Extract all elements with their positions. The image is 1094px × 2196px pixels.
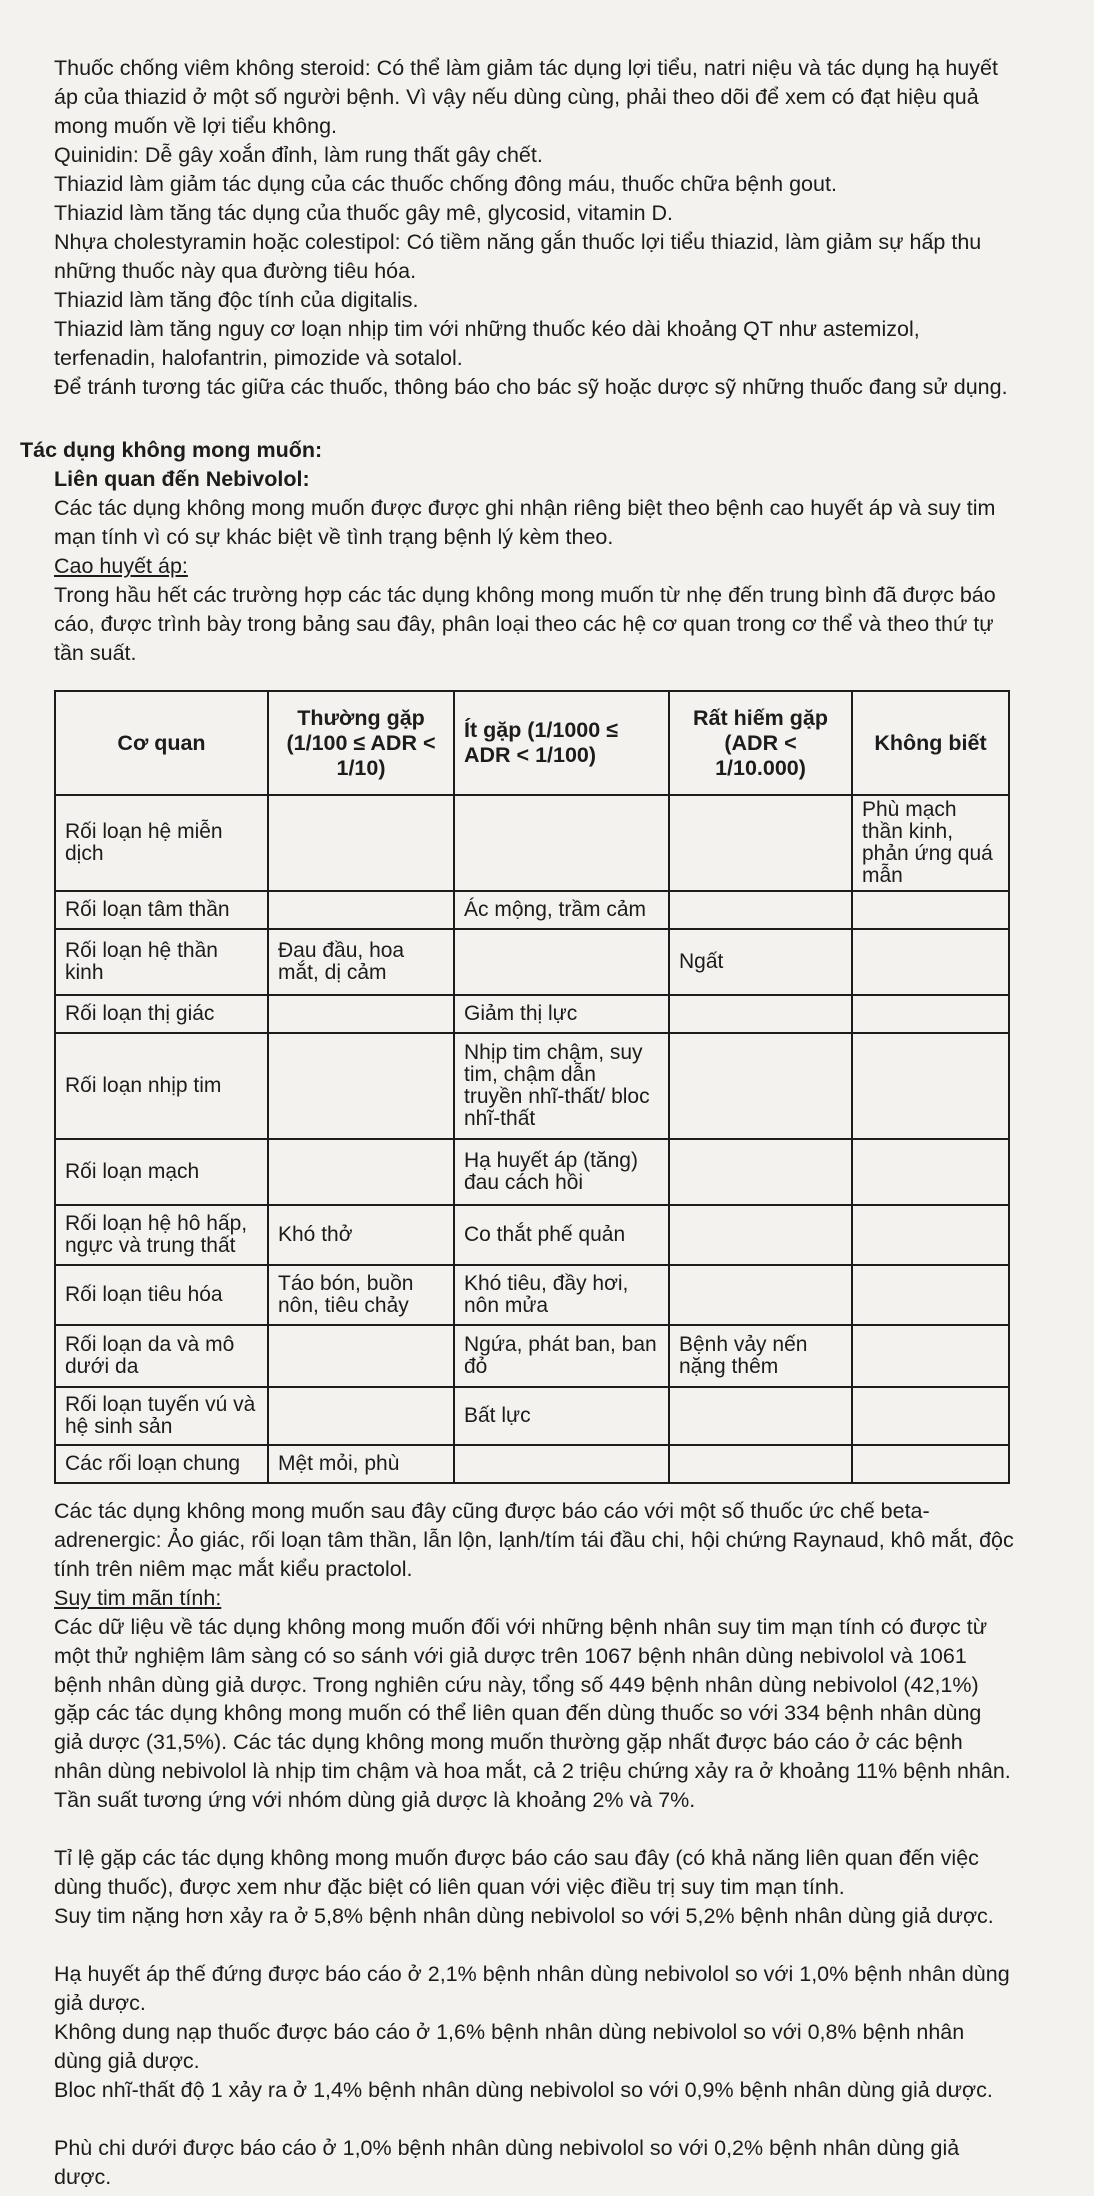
lower-limb-edema: Phù chi dưới được báo cáo ở 1,0% bệnh nhân dùng nebivolol so với 0,2% bệnh nhân dùng giả dược. xyxy=(54,2136,960,2189)
interaction-nsaid: Thuốc chống viêm không steroid: Có thể làm giảm tác dụng lợi tiểu, natri niệu và tác dụng hạ huyết áp của thiazid ở một số người bệnh. Vì vậy nếu dùng cùng, phải theo dõi để xem có đạt hiệu quả mong muốn về lợi tiểu không. xyxy=(54,56,998,138)
cell-uncommon xyxy=(454,1445,669,1483)
heart-failure-relevant: Tỉ lệ gặp các tác dụng không mong muốn được báo cáo sau đây (có khả năng liên quan đến việc dùng thuốc), được xem như đặc biệt có liên quan với việc điều trị suy tim mạn tính. xyxy=(54,1846,979,1899)
heart-failure-trial: Các dữ liệu về tác dụng không mong muốn đối với những bệnh nhân suy tim mạn tính có được từ một thử nghiệm lâm sàng có so sánh với giả dược trên 1067 bệnh nhân dùng nebivolol và 1061 bệnh nhân dùng giả dược. Trong nghiên cứu này, tổng số 449 bệnh nhân dùng nebivolol (42,1%) gặp các tác dụng không mong muốn có thể liên quan đến dùng thuốc so với 334 bệnh nhân dùng giả dược (31,5%). Các tác dụng không mong muốn thường gặp nhất được báo cáo ở các bệnh nhân dùng nebivolol là nhịp tim chậm và hoa mắt, cả 2 triệu chứng xảy ra ở khoảng 11% bệnh nhân. Tần suất tương ứng với nhóm dùng giả dược là khoảng 2% và 7%. xyxy=(54,1615,1011,1812)
cell-common xyxy=(268,795,454,891)
heart-failure-worsening: Suy tim nặng hơn xảy ra ở 5,8% bệnh nhân dùng nebivolol so với 5,2% bệnh nhân dùng giả dược. xyxy=(54,1904,994,1928)
interaction-quinidine: Quinidin: Dễ gây xoắn đỉnh, làm rung thất gây chết. xyxy=(54,143,543,167)
cell-uncommon: Hạ huyết áp (tăng) đau cách hồi xyxy=(454,1139,669,1205)
table-row xyxy=(55,1139,1009,1205)
cell-unknown xyxy=(852,1265,1009,1325)
cell-very-rare xyxy=(669,1033,852,1139)
cell-common xyxy=(268,1387,454,1445)
table-row xyxy=(55,1445,1009,1483)
nebivolol-heading: Liên quan đến Nebivolol: xyxy=(54,467,310,491)
interaction-cholestyramine: Nhựa cholestyramin hoặc colestipol: Có tiềm năng gắn thuốc lợi tiểu thiazid, làm giảm sự hấp thu những thuốc này qua đường tiêu hóa. xyxy=(54,230,982,283)
cell-unknown xyxy=(852,929,1009,995)
cell-unknown: Phù mạch thần kinh, phản ứng quá mẫn xyxy=(852,795,1009,891)
cell-common: Táo bón, buồn nôn, tiêu chảy xyxy=(268,1265,454,1325)
heart-failure-heading: Suy tim mãn tính: xyxy=(54,1586,222,1610)
cell-very-rare xyxy=(669,1265,852,1325)
cell-organ: Rối loạn tiêu hóa xyxy=(55,1265,268,1325)
adverse-effects-table xyxy=(54,690,1010,1484)
table-row xyxy=(55,795,1009,891)
cell-uncommon: Co thắt phế quản xyxy=(454,1205,669,1265)
table-row xyxy=(55,1265,1009,1325)
cell-organ: Các rối loạn chung xyxy=(55,1445,268,1483)
cell-organ: Rối loạn nhịp tim xyxy=(55,1033,268,1139)
cell-common xyxy=(268,1139,454,1205)
cell-uncommon: Khó tiêu, đầy hơi, nôn mửa xyxy=(454,1265,669,1325)
cell-common xyxy=(268,995,454,1033)
beta-blocker-effects: Các tác dụng không mong muốn sau đây cũng được báo cáo với một số thuốc ức chế beta-adrenergic: Ảo giác, rối loạn tâm thần, lẫn lộn, lạnh/tím tái đầu chi, hội chứng Raynaud, khô mắt, độc tính trên niêm mạc mắt kiểu practolol. xyxy=(54,1499,1014,1581)
cell-uncommon: Bất lực xyxy=(454,1387,669,1445)
cell-very-rare xyxy=(669,891,852,929)
cell-unknown xyxy=(852,1205,1009,1265)
cell-organ: Rối loạn da và mô dưới da xyxy=(55,1325,268,1387)
table-header-row xyxy=(55,691,1009,795)
cell-common: Đau đầu, hoa mắt, dị cảm xyxy=(268,929,454,995)
cell-organ: Rối loạn hệ thần kinh xyxy=(55,929,268,995)
table-row xyxy=(55,995,1009,1033)
cell-organ: Rối loạn mạch xyxy=(55,1139,268,1205)
adverse-effects-heading: Tác dụng không mong muốn: xyxy=(20,438,323,462)
cell-unknown xyxy=(852,1387,1009,1445)
adverse-intro: Các tác dụng không mong muốn được được ghi nhận riêng biệt theo bệnh cao huyết áp và suy tim mạn tính vì có sự khác biệt về tình trạng bệnh lý kèm theo. xyxy=(54,496,996,549)
cell-organ: Rối loạn hệ miễn dịch xyxy=(55,795,268,891)
cell-very-rare xyxy=(669,795,852,891)
cell-very-rare xyxy=(669,995,852,1033)
cell-unknown xyxy=(852,1033,1009,1139)
cell-common xyxy=(268,891,454,929)
cell-very-rare xyxy=(669,1139,852,1205)
table-row xyxy=(55,1387,1009,1445)
interaction-qt-prolongation: Thiazid làm tăng nguy cơ loạn nhịp tim với những thuốc kéo dài khoảng QT như astemizol, terfenadin, halofantrin, pimozide và sotalol. xyxy=(54,317,920,370)
cell-uncommon xyxy=(454,929,669,995)
cell-very-rare: Bệnh vảy nến nặng thêm xyxy=(669,1325,852,1387)
cell-very-rare: Ngất xyxy=(669,929,852,995)
drug-intolerance: Không dung nạp thuốc được báo cáo ở 1,6% bệnh nhân dùng nebivolol so với 0,8% bệnh nhân dùng giả dược. xyxy=(54,2020,965,2073)
cell-organ: Rối loạn tuyến vú và hệ sinh sản xyxy=(55,1387,268,1445)
table-row xyxy=(55,1205,1009,1265)
cell-organ: Rối loạn thị giác xyxy=(55,995,268,1033)
orthostatic-hypotension: Hạ huyết áp thế đứng được báo cáo ở 2,1% bệnh nhân dùng nebivolol so với 1,0% bệnh nhân dùng giả dược. xyxy=(54,1962,1010,2015)
interaction-anesthetic: Thiazid làm tăng tác dụng của thuốc gây mê, glycosid, vitamin D. xyxy=(54,201,674,225)
cell-organ: Rối loạn tâm thần xyxy=(55,891,268,929)
header-very-rare: Rất hiếm gặp (ADR < 1/10.000) xyxy=(669,691,852,795)
cell-very-rare xyxy=(669,1387,852,1445)
interaction-advice: Để tránh tương tác giữa các thuốc, thông báo cho bác sỹ hoặc dược sỹ những thuốc đang sử dụng. xyxy=(54,375,1008,399)
cell-common xyxy=(268,1325,454,1387)
cell-unknown xyxy=(852,995,1009,1033)
table-row xyxy=(55,929,1009,995)
cell-very-rare xyxy=(669,1445,852,1483)
cell-common xyxy=(268,1033,454,1139)
cell-organ: Rối loạn hệ hô hấp, ngực và trung thất xyxy=(55,1205,268,1265)
cell-common: Khó thở xyxy=(268,1205,454,1265)
header-uncommon: Ít gặp (1/1000 ≤ ADR < 1/100) xyxy=(454,691,669,795)
cell-uncommon: Ngứa, phát ban, ban đỏ xyxy=(454,1325,669,1387)
av-block: Bloc nhĩ-thất độ 1 xảy ra ở 1,4% bệnh nhân dùng nebivolol so với 0,9% bệnh nhân dùng giả dược. xyxy=(54,2078,993,2102)
cell-common: Mệt mỏi, phù xyxy=(268,1445,454,1483)
interaction-digitalis: Thiazid làm tăng độc tính của digitalis. xyxy=(54,288,419,312)
cell-unknown xyxy=(852,1139,1009,1205)
cell-unknown xyxy=(852,891,1009,929)
cell-unknown xyxy=(852,1325,1009,1387)
cell-uncommon: Ác mộng, trầm cảm xyxy=(454,891,669,929)
table-row xyxy=(55,891,1009,929)
interaction-anticoagulant: Thiazid làm giảm tác dụng của các thuốc chống đông máu, thuốc chữa bệnh gout. xyxy=(54,172,837,196)
cell-uncommon: Giảm thị lực xyxy=(454,995,669,1033)
hypertension-text: Trong hầu hết các trường hợp các tác dụng không mong muốn từ nhẹ đến trung bình đã được báo cáo, được trình bày trong bảng sau đây, phân loại theo các hệ cơ quan trong cơ thể và theo thứ tự tần suất. xyxy=(54,583,996,665)
cell-unknown xyxy=(852,1445,1009,1483)
cell-very-rare xyxy=(669,1205,852,1265)
cell-uncommon xyxy=(454,795,669,891)
hypertension-heading: Cao huyết áp: xyxy=(54,554,188,578)
header-unknown: Không biết xyxy=(852,691,1009,795)
cell-uncommon: Nhịp tim chậm, suy tim, chậm dẫn truyền nhĩ-thất/ bloc nhĩ-thất xyxy=(454,1033,669,1139)
header-organ: Cơ quan xyxy=(55,691,268,795)
header-common: Thường gặp (1/100 ≤ ADR < 1/10) xyxy=(268,691,454,795)
table-row xyxy=(55,1325,1009,1387)
table-row xyxy=(55,1033,1009,1139)
